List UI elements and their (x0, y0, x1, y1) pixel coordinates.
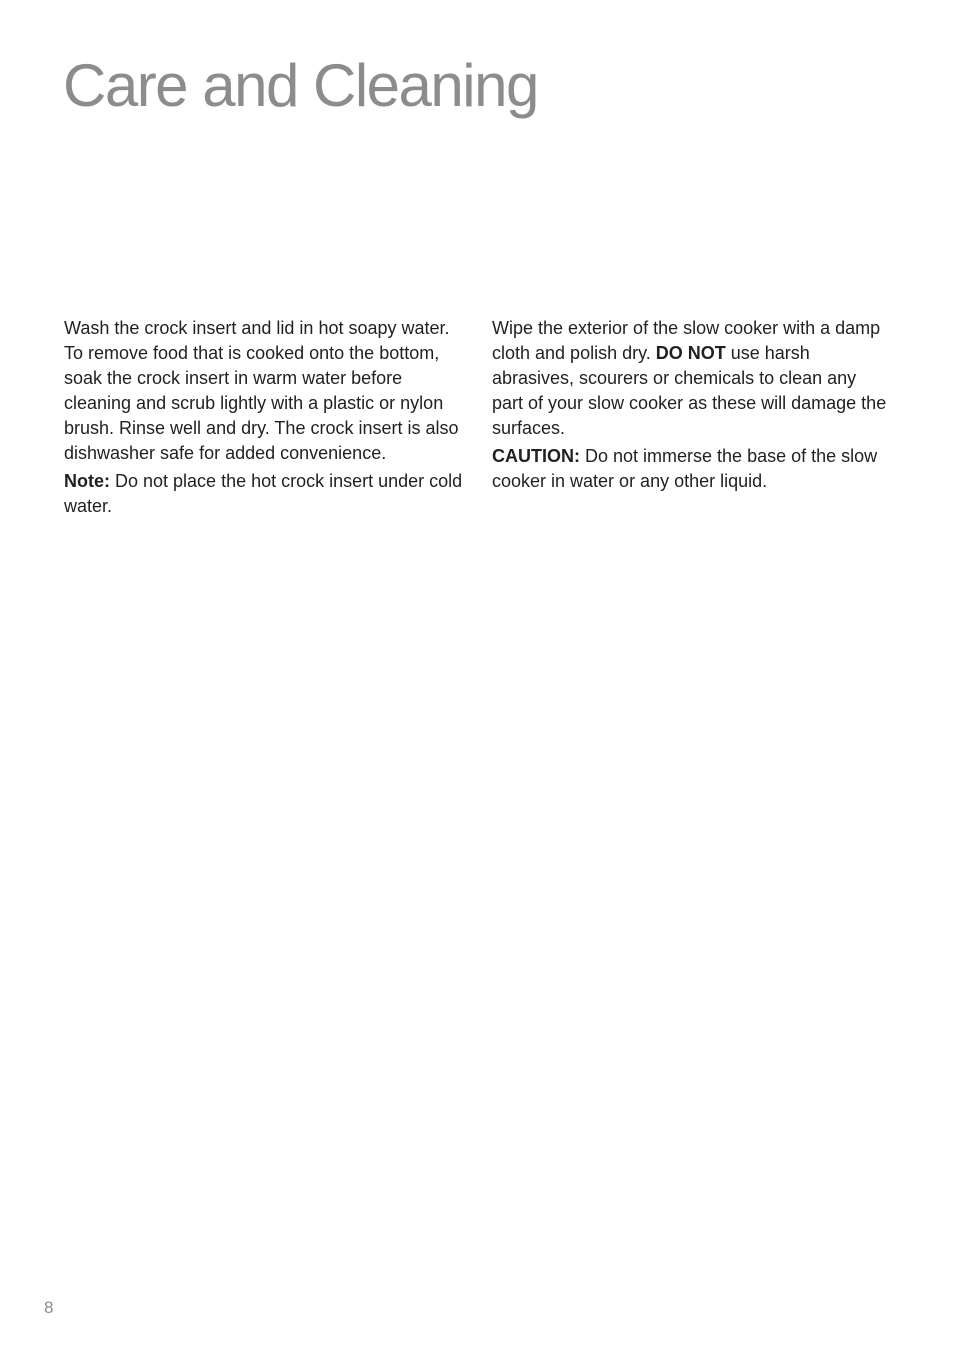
left-column (64, 316, 464, 522)
exterior-text-end: use harsh abrasives, scourers or chemicals to clean any part of your slow cooker as these will damage the surfaces. (492, 343, 887, 438)
exterior-paragraph (492, 316, 892, 441)
cleaning-paragraph: Wash the crock insert and lid in hot soapy water. To remove food that is cooked onto the bottom, soak the crock insert in warm water before cleaning and scrub lightly with a plastic or nylon brush. Rinse well and dry. The crock insert is also dishwasher safe for added convenience. (64, 318, 459, 463)
page-title: Care and Cleaning (63, 52, 538, 119)
note-text: Do not place the hot crock insert under cold water. (64, 471, 463, 516)
note-label: Note: (64, 471, 110, 491)
right-column (492, 316, 892, 497)
caution-label: CAUTION: (492, 446, 580, 466)
note-paragraph (64, 469, 464, 519)
exterior-text-start: Wipe the exterior of the slow cooker with a damp cloth and polish dry. (492, 318, 881, 363)
caution-text: Do not immerse the base of the slow cooker in water or any other liquid. (492, 446, 878, 491)
caution-paragraph (492, 444, 892, 494)
do-not-emphasis: DO NOT (655, 343, 726, 363)
page-number: 8 (44, 1298, 54, 1317)
